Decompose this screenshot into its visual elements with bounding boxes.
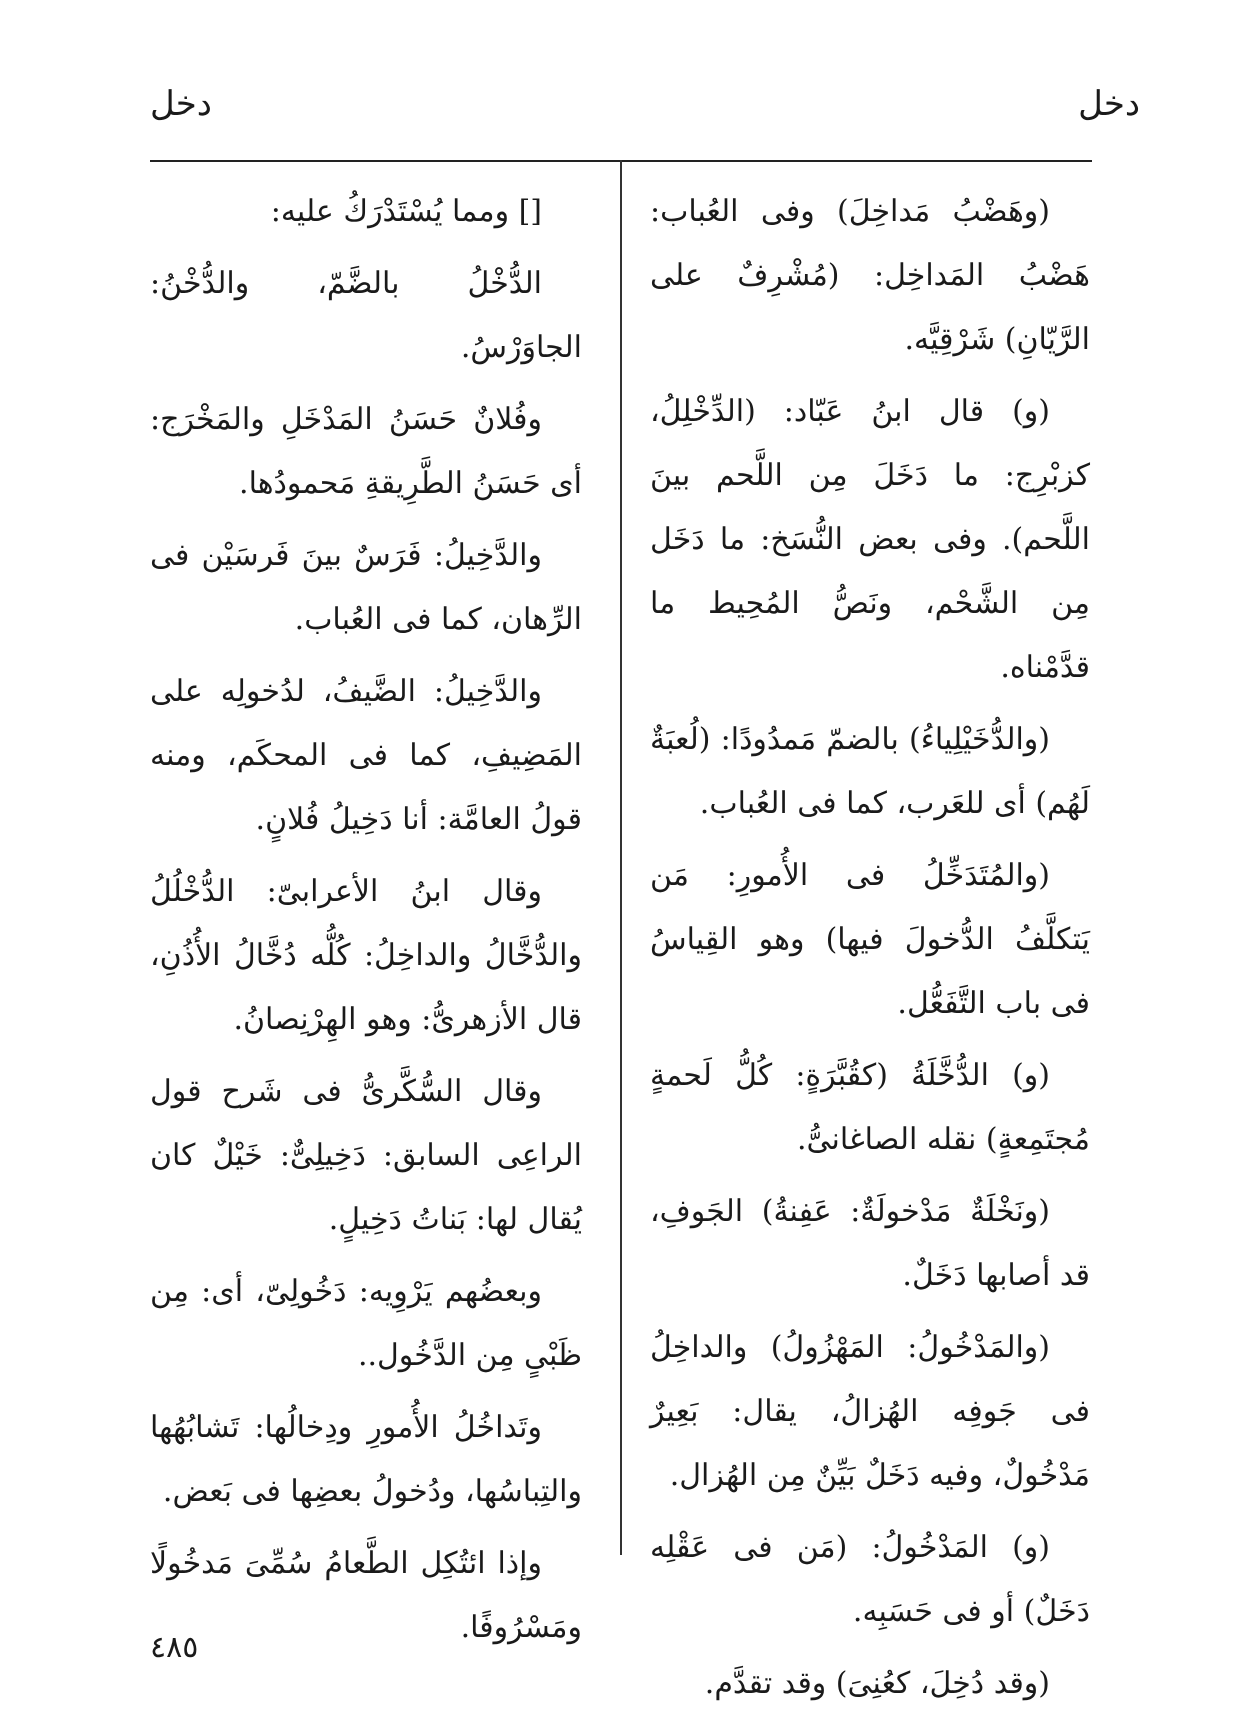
entry-mustadrak-heading: [] ومما يُسْتَدْرَكُ عليه: <box>270 194 542 229</box>
entry-dukhila: (وقد دُخِلَ، كعُنِىَ) وقد تقدَّم. <box>704 1666 1050 1701</box>
entry-dakhil-faras: والدَّخِيلُ: فَرَسٌ بينَ فَرسَيْن فى الرِّهان، كما فى العُباب. <box>150 538 582 637</box>
entry-dakhil-dayf: والدَّخِيلُ: الضَّيفُ، لدُخولِه على المَضِيفِ، كما فى المحكَم، ومنه قولُ العامَّة: أنا دَخِيلُ فُلانٍ. <box>150 674 582 837</box>
entry-sukkari: وقال السُّكَّرىُّ فى شَرح قول الراعِى السابق: دَخِيلِىٌّ: خَيْلٌ كان يُقال لها: بَناتُ دَخِيلٍ. <box>150 1074 582 1237</box>
page-number: ٤٨٥ <box>150 1630 199 1665</box>
entry-hadb-madakhil: (وهَضْبُ مَداخِلَ) وفى العُباب: هَضْبُ المَداخِل: (مُشْرِفٌ على الرَّيّانِ) شَرْقِيَّه. <box>650 194 1090 357</box>
running-header-right: دخل <box>1078 84 1140 124</box>
entry-madkhul-taam: وإذا ائتُكِل الطَّعامُ سُمِّىَ مَدخُولًا ومَسْرُوفًا. <box>150 1546 582 1645</box>
entry-dakhuli: وبعضُهم يَرْوِيه: دَخُولِىّ، أى: مِن ظَبْىٍ مِن الدَّخُول.. <box>150 1274 582 1373</box>
running-header-left: دخل <box>150 84 212 124</box>
column-divider <box>620 160 622 1555</box>
entry-dukhl: الدُّخْلُ بالضَّمّ، والدُّخْنُ: الجاوَرْسُ. <box>150 266 582 365</box>
entry-dikhlil: (و) قال ابنُ عَبّاد: (الدِّخْلِلُ، كزبْرِج: ما دَخَلَ مِن اللَّحم بينَ اللَّحم). وفى بعض النُّسَخ: ما دَخَل مِن الشَّحْم، ونَصُّ المُحِيط ما قدَّمْناه. <box>650 394 1090 685</box>
entry-dukhkhala: (و) الدُّخَّلَةُ (كقُبَّرَةٍ: كُلُّ لَحمةٍ مُجتَمِعةٍ) نقله الصاغانىُّ. <box>650 1058 1090 1157</box>
entry-nakhla-madkhula: (ونَخْلَةٌ مَدْخولَةٌ: عَفِنةُ) الجَوفِ، قد أصابها دَخَلٌ. <box>650 1194 1090 1293</box>
entry-dukhayliya: (والدُّخَيْلِياءُ) بالضمّ مَمدُودًا: (لُعبَةٌ لَهُم) أى للعَرب، كما فى العُباب. <box>650 722 1090 821</box>
entry-madkhul-aql: (و) المَدْخُولُ: (مَن فى عَقْلِه دَخَلٌ) أو فى حَسَبِه. <box>650 1530 1090 1629</box>
entry-tadakhul: وتَداخُلُ الأُمورِ ودِخالُها: تَشابُهُها والتِباسُها، ودُخولُ بعضِها فى بَعض. <box>150 1410 582 1509</box>
left-column <box>150 180 582 1668</box>
entry-mutadakhkhil: (والمُتَدَخِّلُ فى الأُمورِ: مَن يَتكلَّفُ الدُّخولَ فيها) وهو القِياسُ فى باب التَّفَعُّل. <box>650 858 1090 1021</box>
entry-madkhul-mahzul: (والمَدْخُولُ: المَهْزُولُ) والداخِلُ فى جَوفِه الهُزالُ، يقال: بَعِيرٌ مَدْخُولٌ، وفيه دَخَلٌ بَيِّنٌ مِن الهُزال. <box>650 1330 1090 1493</box>
right-column <box>650 180 1090 1724</box>
entry-hasan-madkhal: وفُلانٌ حَسَنُ المَدْخَلِ والمَخْرَج: أى حَسَنُ الطَّرِيقةِ مَحمودُها. <box>150 402 582 501</box>
entry-ibn-arabi: وقال ابنُ الأعرابىّ: الدُّخْلُلُ والدُّخَّالُ والداخِلُ: كُلُّه دُخَّالُ الأُذُنِ، قال الأزهرىُّ: وهو الهِرْنِصانُ. <box>150 874 582 1037</box>
